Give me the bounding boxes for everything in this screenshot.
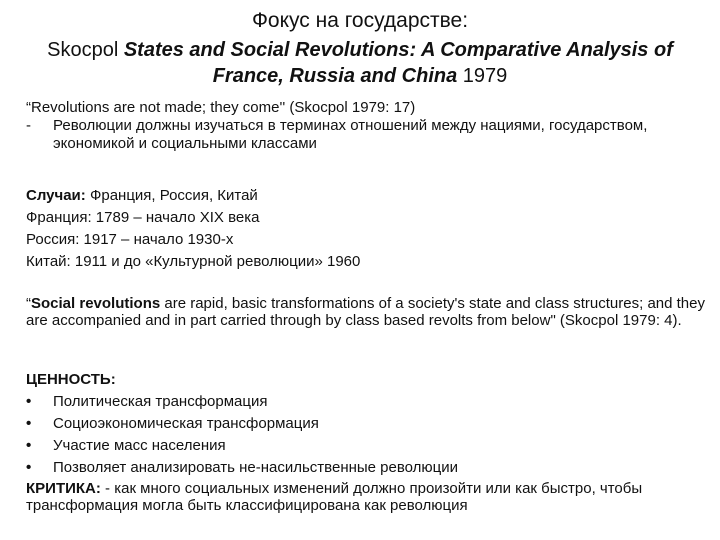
bullet-marker: •	[26, 459, 32, 476]
dash-item-text: Революции должны изучаться в терминах отношений между нациями, государством, экономикой и социальными классами	[53, 117, 648, 152]
values-block	[26, 369, 706, 479]
title-citation	[0, 37, 720, 89]
case-line-russia: Россия: 1917 – начало 1930-х	[26, 231, 234, 248]
case-line-china: Китай: 1911 и до «Культурной революции» 1960	[26, 253, 361, 270]
bullet-marker: •	[26, 415, 32, 432]
values-item	[26, 457, 706, 479]
bullet-marker: •	[26, 437, 32, 454]
values-item-text: Участие масс населения	[53, 437, 226, 454]
title-heading: Фокус на государстве:	[251, 9, 469, 32]
quote-2-bold-term: Social revolutions	[31, 295, 161, 312]
slide-title	[0, 8, 720, 89]
values-item	[26, 435, 706, 457]
values-heading: ЦЕННОСТЬ:	[26, 371, 116, 388]
title-year: 1979	[462, 65, 508, 87]
quote-2-open: “	[26, 295, 31, 312]
quote-block-2	[26, 295, 706, 329]
cases-label: Случаи:	[26, 187, 86, 204]
title-author: Skocpol	[47, 39, 119, 61]
values-item	[26, 391, 706, 413]
quote-2-rest: are rapid, basic transformations of a society's state and class structures; and they are accompanied and in part carried through by class based revolts from below" (Skocpol 1979: 4).	[26, 295, 705, 329]
critique-text: - как много социальных изменений должно произойти или как быстро, чтобы трансформация могла быть классифицирована как революция	[26, 480, 643, 514]
dash-marker: -	[26, 117, 31, 134]
critique-block	[26, 480, 706, 514]
cases-value: Франция, Россия, Китай	[85, 187, 258, 204]
bullet-marker: •	[26, 393, 32, 410]
quote-2-text	[26, 295, 706, 329]
case-line-france: Франция: 1789 – начало XIX века	[26, 209, 260, 226]
values-item-text: Политическая трансформация	[53, 393, 268, 410]
dash-list-item	[26, 117, 706, 153]
quote-block-1	[26, 99, 706, 153]
values-item-text: Социоэкономическая трансформация	[53, 415, 319, 432]
title-book: States and Social Revolutions: A Comparative Analysis of France, Russia and China	[123, 39, 673, 87]
cases-heading	[26, 185, 706, 207]
critique-label: КРИТИКА:	[26, 480, 101, 497]
values-item	[26, 413, 706, 435]
quote-1-text: “Revolutions are not made; they come'' (Skocpol 1979: 17)	[26, 99, 416, 116]
values-item-text: Позволяет анализировать не-насильственные революции	[53, 459, 459, 476]
cases-block	[26, 185, 706, 273]
